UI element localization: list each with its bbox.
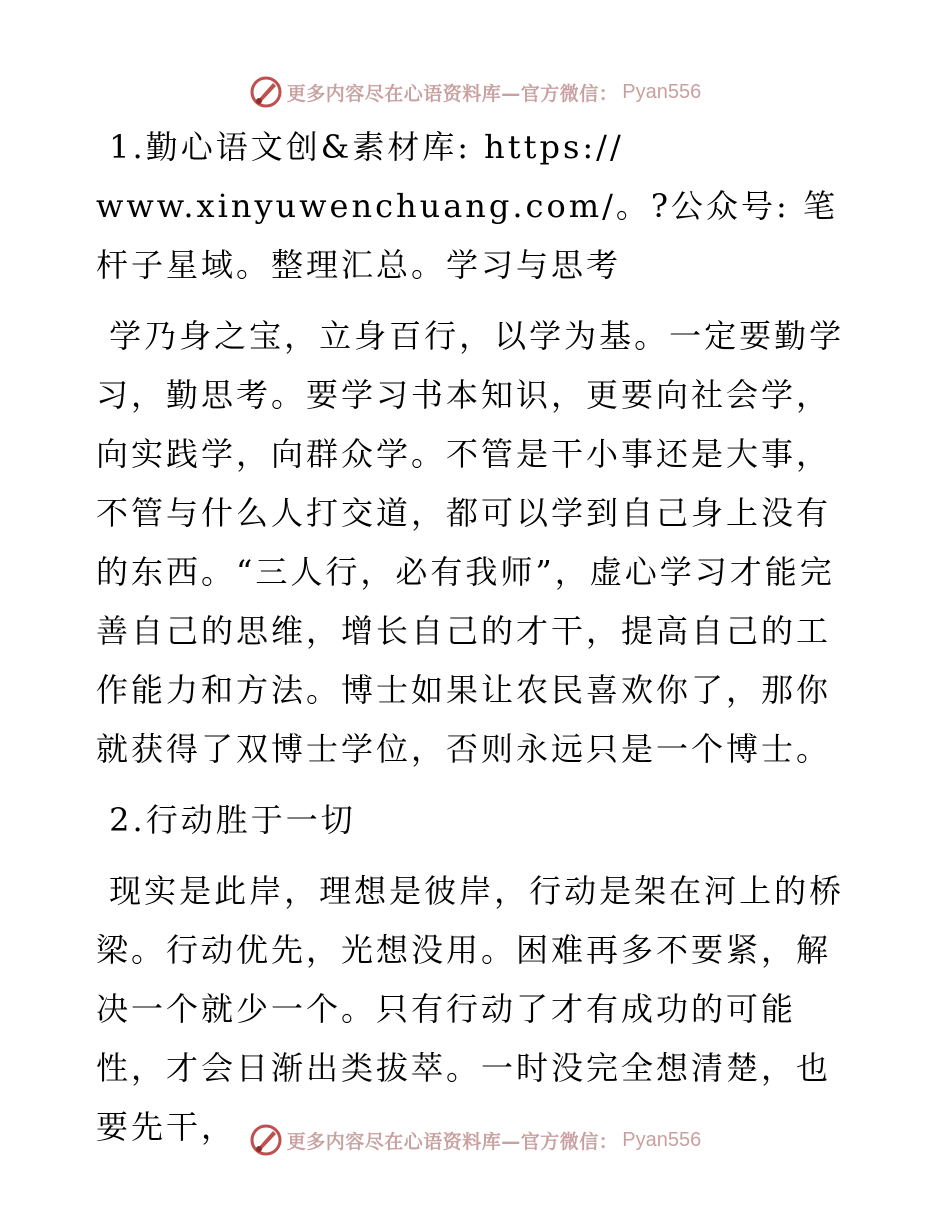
quill-ink-logo-icon bbox=[249, 1123, 283, 1157]
header-banner bbox=[0, 72, 950, 112]
footer-banner bbox=[0, 1120, 950, 1160]
paragraph-heading-2: 2.行动胜于一切 bbox=[96, 801, 356, 839]
quill-ink-logo-icon bbox=[249, 75, 283, 109]
banner-wechat-handle: Pyan556 bbox=[622, 1128, 702, 1151]
banner-text: 更多内容尽在心语资料库—官方微信： bbox=[286, 1130, 619, 1153]
paragraph-body-1: 学乃身之宝，立身百行，以学为基。一定要勤学习，勤思考。要学习书本知识，更要向社会学，向实践学，向群众学。不管是干小事还是大事，不管与什么人打交道，都可以学到自己身上没有的东西。“三人行，必有我师”，虚心学习才能完善自己的思维，增长自己的才干，提高自己的工作能力和方法。博士如果让农民喜欢你了，那你就获得了双博士学位，否则永远只是一个博士。 bbox=[96, 317, 845, 768]
banner-wechat-handle: Pyan556 bbox=[622, 80, 702, 103]
paragraph-body-2: 现实是此岸，理想是彼岸，行动是架在河上的桥梁。行动优先，光想没用。困难再多不要紧，解决一个就少一个。只有行动了才有成功的可能性，才会日渐出类拔萃。一时没完全想清楚，也要先干， bbox=[96, 872, 845, 1146]
paragraph-heading-1: 1.勤心语文创&素材库: https:// www.xinyuwenchuang.com/。?公众号: 笔杆子星域。整理汇总。学习与思考 bbox=[96, 128, 838, 284]
document-body bbox=[96, 118, 856, 1157]
banner-text: 更多内容尽在心语资料库—官方微信： bbox=[286, 82, 619, 105]
